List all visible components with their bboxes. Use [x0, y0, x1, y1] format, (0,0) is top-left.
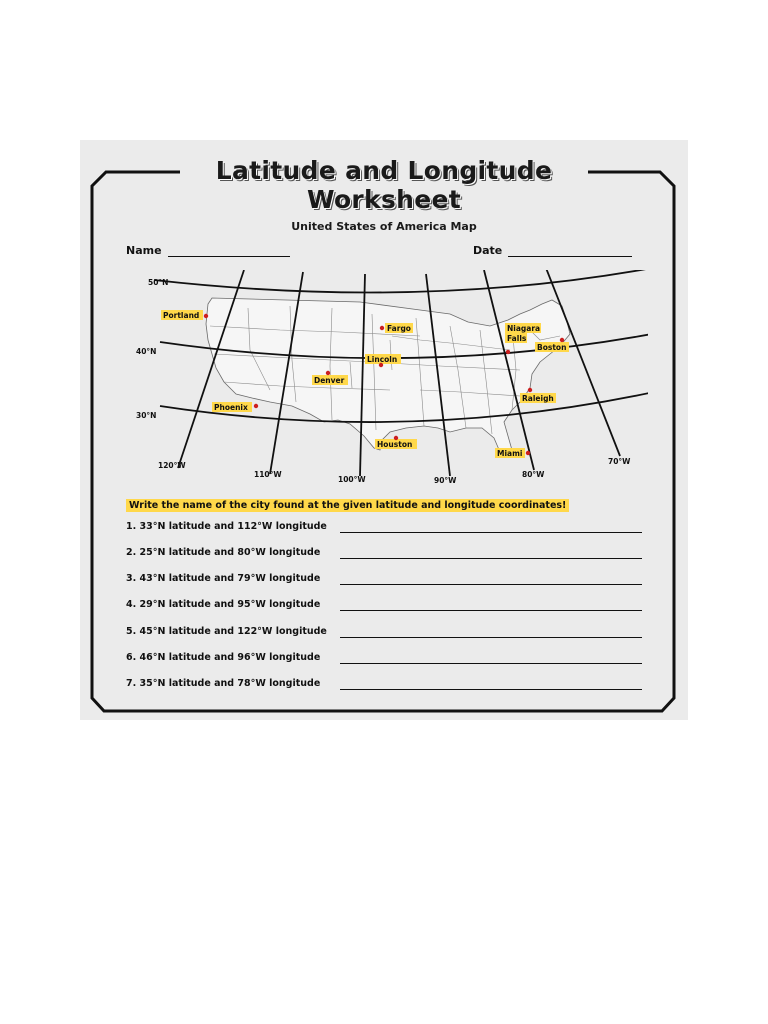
name-blank-line[interactable]	[168, 245, 290, 257]
us-map	[120, 270, 648, 488]
question-4[interactable]	[126, 599, 642, 613]
question-5[interactable]	[126, 626, 642, 640]
city-label-miami: Miami	[497, 449, 523, 458]
city-dot-fargo	[380, 326, 384, 330]
date-field[interactable]	[473, 244, 632, 257]
question-2-text: 2. 25°N latitude and 80°W longitude	[126, 547, 321, 558]
city-label-houston: Houston	[377, 440, 413, 449]
title	[182, 156, 586, 214]
subtitle: United States of America Map	[291, 220, 477, 233]
answer-line-4[interactable]	[340, 610, 642, 611]
question-1-text: 1. 33°N latitude and 112°W longitude	[126, 521, 327, 532]
question-3-text: 3. 43°N latitude and 79°W longitude	[126, 573, 321, 584]
city-label-portland: Portland	[163, 311, 200, 320]
city-label-denver: Denver	[314, 376, 345, 385]
lat-label-50: 50°N	[148, 278, 169, 287]
city-dot-boston	[560, 338, 564, 342]
question-6[interactable]	[126, 652, 642, 666]
question-1[interactable]	[126, 521, 642, 535]
city-label-fargo: Fargo	[387, 324, 411, 333]
city-label-lincoln: Lincoln	[367, 355, 398, 364]
question-3[interactable]	[126, 573, 642, 587]
city-label-phoenix: Phoenix	[214, 403, 248, 412]
question-6-text: 6. 46°N latitude and 96°W longitude	[126, 652, 321, 663]
name-label: Name	[126, 244, 162, 257]
lon-label-80: 80°W	[522, 470, 545, 479]
city-label-niagara: Niagara	[507, 324, 541, 333]
city-label-raleigh: Raleigh	[522, 394, 554, 403]
answer-line-5[interactable]	[340, 637, 642, 638]
worksheet-page	[80, 140, 688, 720]
city-label-boston: Boston	[537, 343, 567, 352]
city-label-falls: Falls	[507, 334, 527, 343]
question-5-text: 5. 45°N latitude and 122°W longitude	[126, 626, 327, 637]
question-7-text: 7. 35°N latitude and 78°W longitude	[126, 678, 321, 689]
answer-line-2[interactable]	[340, 558, 642, 559]
city-dot-denver	[326, 371, 330, 375]
lon-label-90: 90°W	[434, 476, 457, 485]
lon-label-100: 100°W	[338, 475, 366, 484]
answer-line-7[interactable]	[340, 689, 642, 690]
lat-label-30: 30°N	[136, 411, 157, 420]
title-line-1: Latitude and Longitude	[215, 156, 553, 185]
title-line-2: Worksheet	[306, 185, 462, 214]
question-7[interactable]	[126, 678, 642, 692]
lat-label-40: 40°N	[136, 347, 157, 356]
answer-line-6[interactable]	[340, 663, 642, 664]
question-2[interactable]	[126, 547, 642, 561]
city-dot-phoenix	[254, 404, 258, 408]
lon-label-110: 110°W	[254, 470, 282, 479]
answer-line-3[interactable]	[340, 584, 642, 585]
question-4-text: 4. 29°N latitude and 95°W longitude	[126, 599, 321, 610]
date-blank-line[interactable]	[508, 245, 632, 257]
lon-label-70: 70°W	[608, 457, 631, 466]
lon-label-120: 120°W	[158, 461, 186, 470]
name-field[interactable]	[126, 244, 290, 257]
instructions: Write the name of the city found at the given latitude and longitude coordinates!	[126, 499, 569, 512]
city-dot-miami	[526, 451, 530, 455]
city-dot-raleigh	[528, 388, 532, 392]
date-label: Date	[473, 244, 503, 257]
city-dot-niagara-falls	[506, 350, 510, 354]
city-dot-portland	[204, 314, 208, 318]
answer-line-1[interactable]	[340, 532, 642, 533]
